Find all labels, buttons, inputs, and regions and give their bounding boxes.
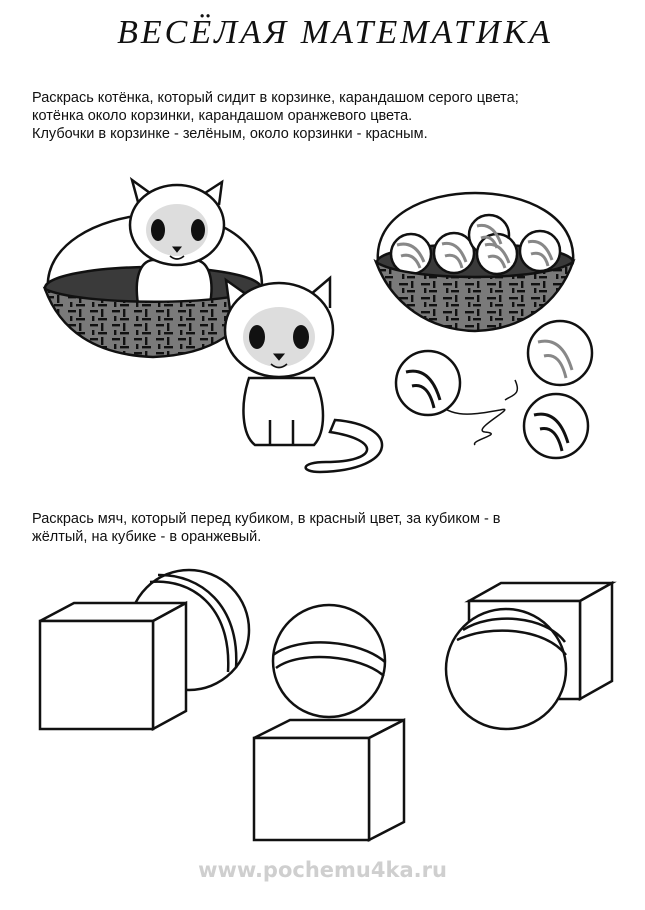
ball-behind-cube bbox=[40, 570, 249, 729]
loose-yarn-balls bbox=[396, 321, 592, 458]
kitten-beside-basket bbox=[225, 278, 382, 472]
task1-line: Клубочки в корзинке - зелёным, около корзинки - красным. bbox=[32, 126, 428, 142]
task1-line: котёнка около корзинки, карандашом оранжевого цвета. bbox=[32, 108, 413, 124]
kitten-in-basket bbox=[130, 180, 224, 304]
task2-instructions bbox=[32, 510, 622, 546]
basket-with-yarn bbox=[376, 193, 573, 331]
task2-line: Раскрась мяч, который перед кубиком, в красный цвет, за кубиком - в bbox=[32, 511, 501, 527]
task2-line: жёлтый, на кубике - в оранжевый. bbox=[32, 529, 262, 545]
ball-in-front-of-cube bbox=[446, 583, 612, 729]
ball-on-cube bbox=[254, 605, 404, 840]
page-title: ВЕСЁЛАЯ МАТЕМАТИКА bbox=[117, 14, 553, 51]
website-watermark: www.pochemu4ka.ru bbox=[198, 858, 447, 882]
task1-line: Раскрась котёнка, который сидит в корзинке, карандашом серого цвета; bbox=[32, 90, 519, 106]
